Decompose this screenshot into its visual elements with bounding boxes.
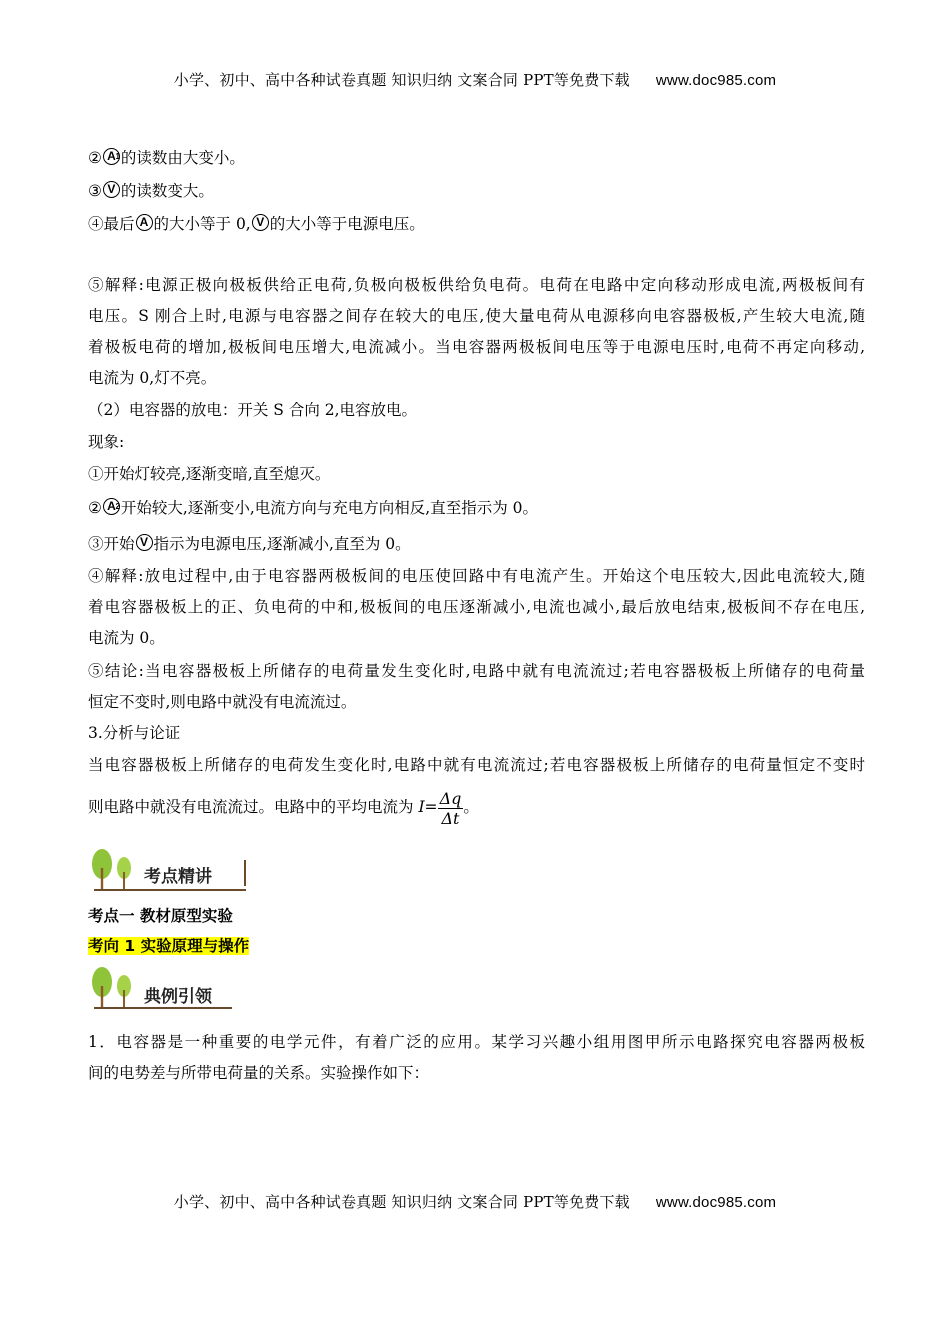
- page-header: [0, 69, 950, 90]
- footer-text: 小学、初中、高中各种试卷真题 知识归纳 文案合同 PPT等免费下载: [173, 1193, 630, 1211]
- discharging-explanation-line-1: ④解释:放电过程中,由于电容器两极板间的电压使回路中有电流产生。开始这个电压较大,因此电流较大,随: [88, 567, 865, 585]
- charging-explanation-line-2: 电压。S 刚合上时,电源与电容器之间存在较大的电压,使大量电荷从电源移向电容器极板,产生较大电流,随: [88, 307, 865, 325]
- charging-item-2: ② A 1 的读数由大变小。: [88, 149, 245, 167]
- example-title: 典例引领: [144, 987, 212, 1007]
- discharging-item-2: ② A 2 开始较大,逐渐变小,电流方向与充电方向相反,直至指示为 0。: [88, 499, 538, 517]
- voltmeter-icon: V: [103, 181, 120, 198]
- footer-site[interactable]: www.doc985.com: [655, 1194, 777, 1211]
- banner-underline: [94, 1007, 232, 1009]
- conclusion-line-2: 恒定不变时,则电路中就没有电流流过。: [88, 693, 357, 711]
- voltmeter-icon: V: [252, 214, 269, 231]
- header-site[interactable]: www.doc985.com: [655, 72, 777, 89]
- ammeter-a2-icon: A 2: [103, 498, 120, 515]
- conclusion-line-1: ⑤结论:当电容器极板上所储存的电荷量发生变化时,电路中就有电流流过;若电容器极板上所储存的电荷量: [88, 662, 865, 680]
- charging-explanation-line-3: 着极板电荷的增加,极板间电压增大,电流减小。当电容器两极板间电压等于电源电压时,电荷不再定向移动,: [88, 338, 865, 356]
- analysis-line-1: 当电容器极板上所储存的电荷发生变化时,电路中就有电流流过;若电容器极板上所储存的电荷量恒定不变时: [88, 756, 865, 774]
- analysis-heading: 3.分析与论证: [88, 724, 181, 742]
- question-line-2: 间的电势差与所带电荷量的关系。实验操作如下：: [88, 1064, 430, 1082]
- ammeter-icon: A: [136, 214, 153, 231]
- example-banner: [88, 964, 234, 1012]
- discharging-explanation-line-2: 着电容器极板上的正、负电荷的中和,极板间的电压逐渐减小,电流也减小,最后放电结束,极板间不存在电压,: [88, 598, 865, 616]
- discharging-explanation-line-3: 电流为 0。: [88, 629, 165, 647]
- banner-underline: [94, 889, 246, 891]
- charging-explanation-line-4: 电流为 0,灯不亮。: [88, 369, 217, 387]
- phenomena-label: 现象:: [88, 433, 125, 451]
- charging-item-3: ③ V 的读数变大。: [88, 182, 214, 200]
- discharging-heading: （2）电容器的放电：开关 S 合向 2,电容放电。: [88, 401, 418, 419]
- kaodian-heading: 考点一 教材原型实验: [88, 907, 233, 925]
- voltmeter-icon: V: [136, 534, 153, 551]
- key-points-banner: [88, 846, 248, 894]
- formula-lhs: I=: [418, 798, 438, 816]
- question-line-1: 1．电容器是一种重要的电学元件，有着广泛的应用。某学习兴趣小组用图甲所示电路探究电容器两极板: [88, 1033, 865, 1051]
- kaoxiang-heading: 考向 1 实验原理与操作: [88, 937, 250, 955]
- page-footer: [0, 1191, 950, 1212]
- average-current-formula: $\frac{\Delta q}{\Delta t}$: [439, 788, 462, 828]
- tree-icon: [88, 964, 148, 1012]
- header-text: 小学、初中、高中各种试卷真题 知识归纳 文案合同 PPT等免费下载: [173, 71, 630, 89]
- tree-icon: [88, 846, 148, 894]
- charging-item-4: ④最后 A 的大小等于 0, V 的大小等于电源电压。: [88, 215, 425, 233]
- analysis-line-2: 则电路中就没有电流流过。电路中的平均电流为 I= $\frac{\Delta q}{\Delta t}$ 。: [88, 788, 479, 828]
- key-points-title: 考点精讲: [144, 867, 212, 887]
- banner-divider: [244, 860, 246, 886]
- ammeter-a1-icon: A 1: [103, 148, 120, 165]
- charging-explanation-line-1: ⑤解释:电源正极向极板供给正电荷,负极向极板供给负电荷。电荷在电路中定向移动形成电流,两极板间有: [88, 276, 865, 294]
- discharging-item-1: ①开始灯较亮,逐渐变暗,直至熄灭。: [88, 465, 331, 483]
- discharging-item-3: ③开始 V 指示为电源电压,逐渐减小,直至为 0。: [88, 535, 411, 553]
